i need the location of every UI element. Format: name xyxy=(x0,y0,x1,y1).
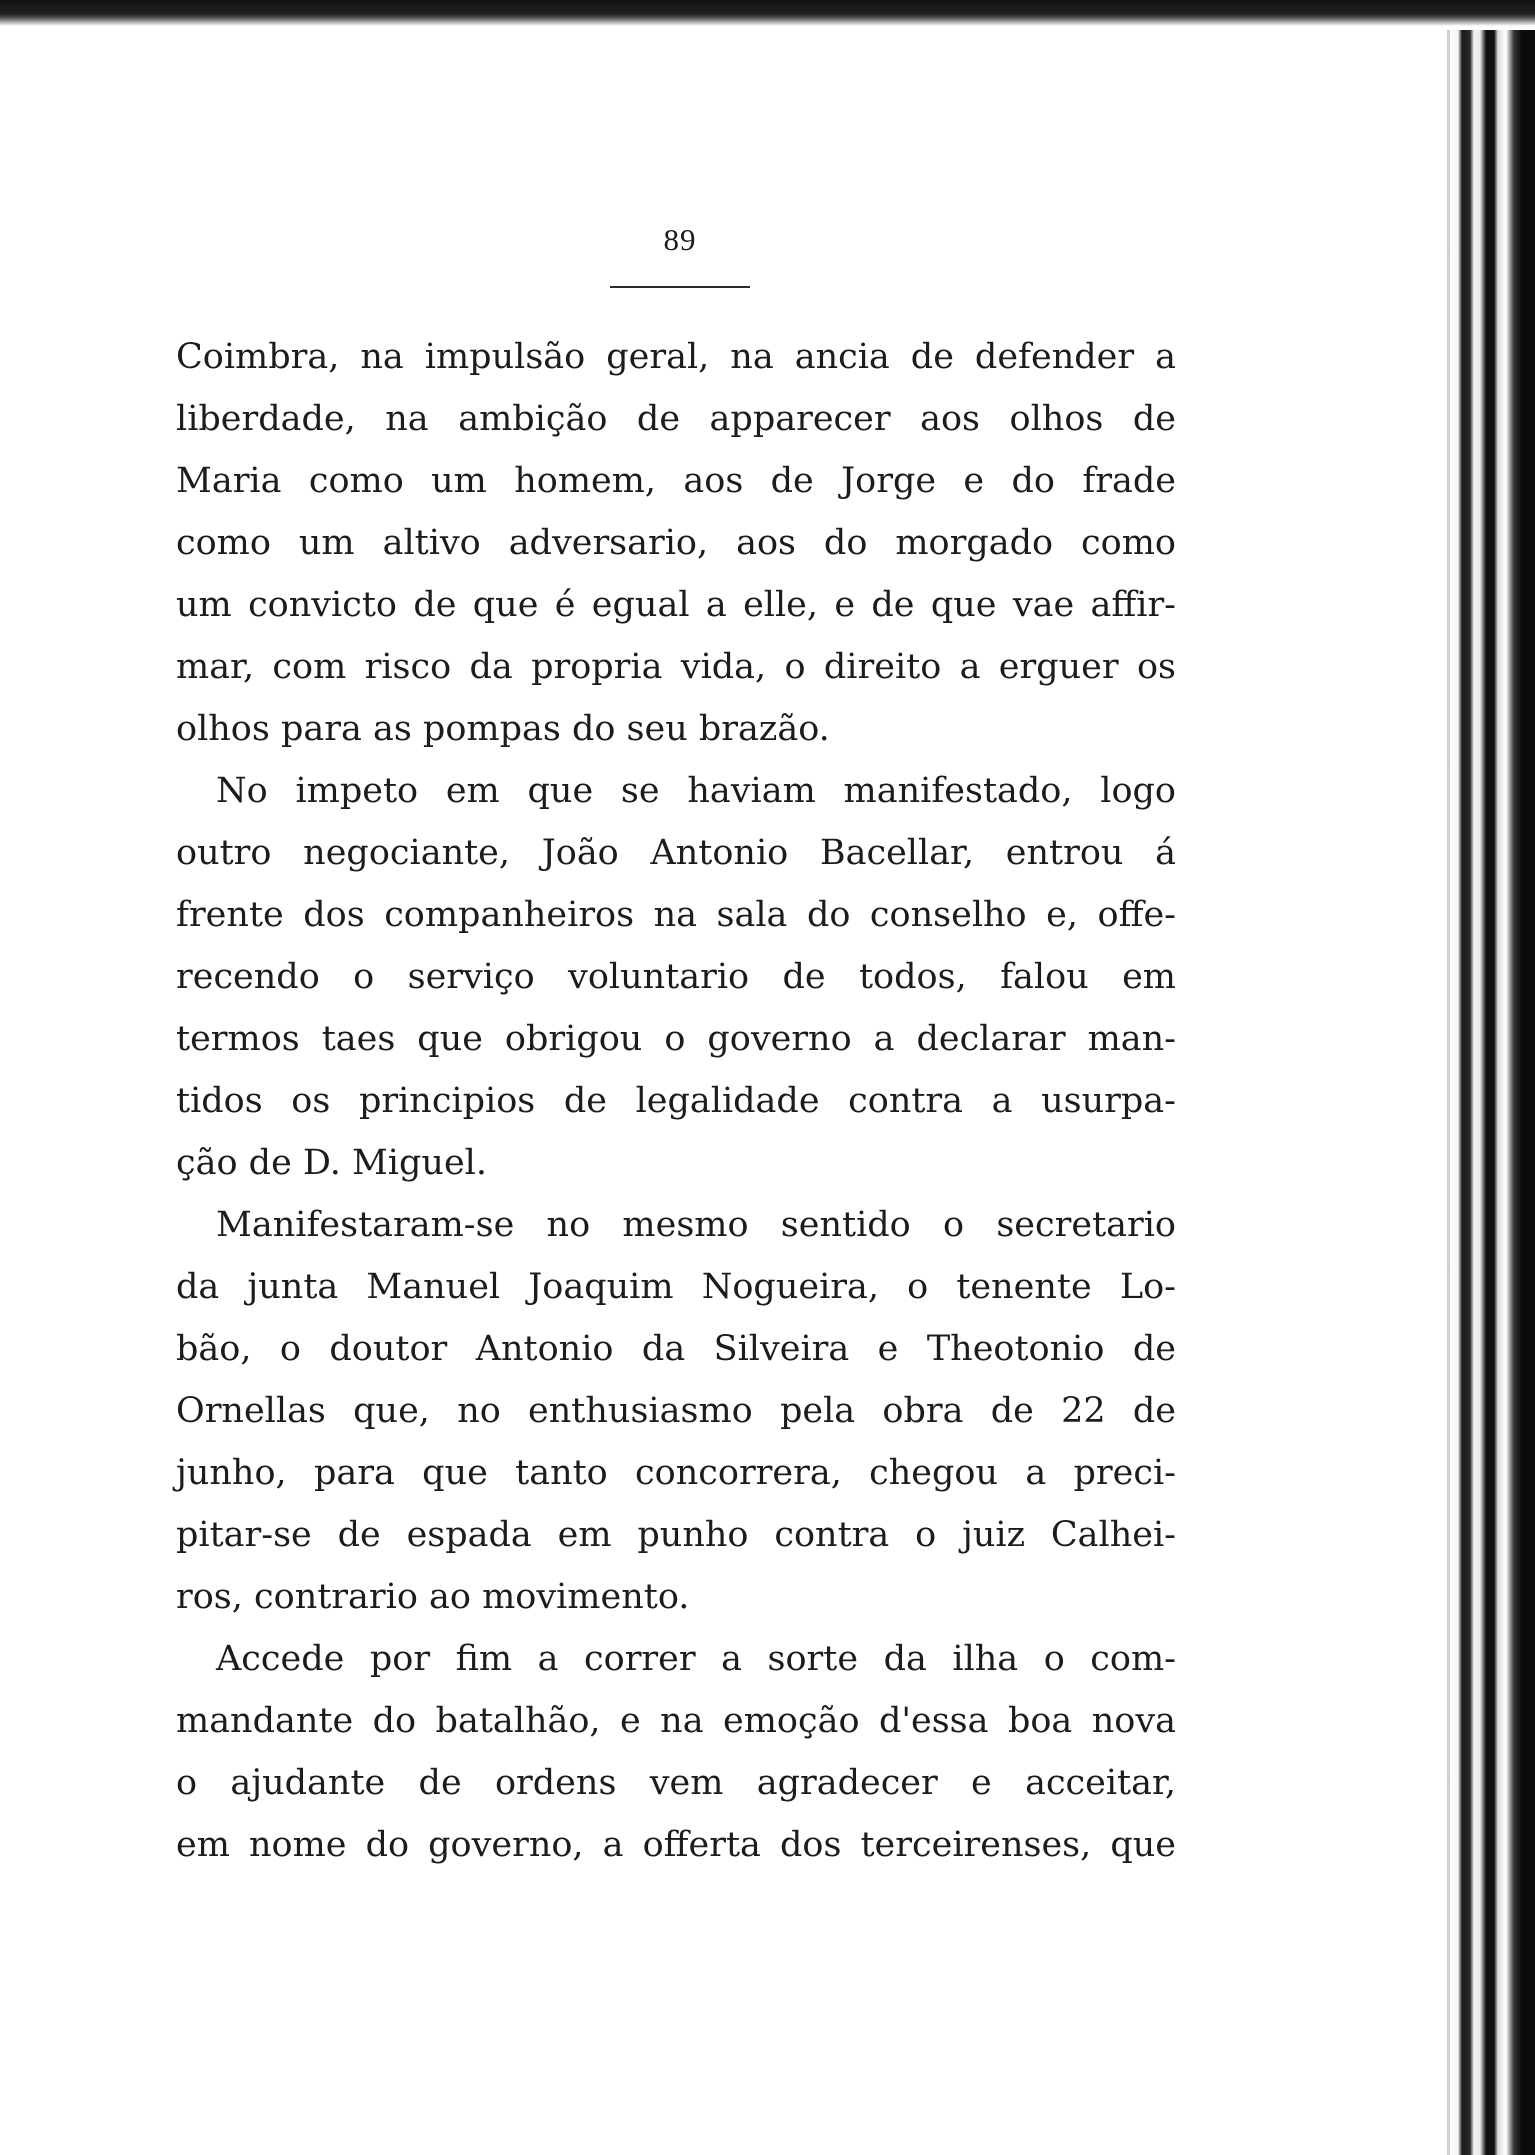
header-rule xyxy=(610,286,750,288)
text-line: ros, contrario ao movimento. xyxy=(176,1577,690,1617)
text-line: Coimbra, na impulsão geral, na ancia de defender a xyxy=(176,337,1176,377)
text-line: Maria como um homem, aos de Jorge e do frade xyxy=(176,461,1176,501)
text-line: termos taes que obrigou o governo a declarar man- xyxy=(176,1019,1176,1059)
text-line: No impeto em que se haviam manifestado, logo xyxy=(216,771,1176,811)
text-line: um convicto de que é egual a elle, e de que vae affir- xyxy=(176,585,1176,625)
text-line: recendo o serviço voluntario de todos, falou em xyxy=(176,957,1176,997)
book-spine-binding xyxy=(1450,30,1535,2155)
text-line: como um altivo adversario, aos do morgado como xyxy=(176,523,1176,563)
text-line: Ornellas que, no enthusiasmo pela obra de 22 de xyxy=(176,1391,1176,1431)
text-line: o ajudante de ordens vem agradecer e acceitar, xyxy=(176,1763,1176,1803)
page-top-shadow xyxy=(0,0,1535,26)
text-line: Manifestaram-se no mesmo sentido o secretario xyxy=(216,1205,1176,1245)
page-number: 89 xyxy=(663,222,697,257)
text-line: ção de D. Miguel. xyxy=(176,1143,487,1183)
text-line: bão, o doutor Antonio da Silveira e Theotonio de xyxy=(176,1329,1176,1369)
text-line: liberdade, na ambição de apparecer aos olhos de xyxy=(176,399,1176,439)
text-line: tidos os principios de legalidade contra a usurpa- xyxy=(176,1081,1176,1121)
text-line: frente dos companheiros na sala do conselho e, offe- xyxy=(176,895,1176,935)
text-line: pitar-se de espada em punho contra o juiz Calhei- xyxy=(176,1515,1176,1555)
text-line: outro negociante, João Antonio Bacellar, entrou á xyxy=(176,833,1176,873)
text-line: da junta Manuel Joaquim Nogueira, o tenente Lo- xyxy=(176,1267,1176,1307)
text-line: junho, para que tanto concorrera, chegou a preci- xyxy=(176,1453,1176,1493)
text-line: mandante do batalhão, e na emoção d'essa boa nova xyxy=(176,1701,1176,1741)
text-line: olhos para as pompas do seu brazão. xyxy=(176,709,830,749)
text-line: mar, com risco da propria vida, o direito a erguer os xyxy=(176,647,1176,687)
body-text xyxy=(176,326,1176,1876)
text-line: em nome do governo, a offerta dos terceirenses, que xyxy=(176,1825,1176,1865)
text-line: Accede por fim a correr a sorte da ilha o com- xyxy=(216,1639,1176,1679)
